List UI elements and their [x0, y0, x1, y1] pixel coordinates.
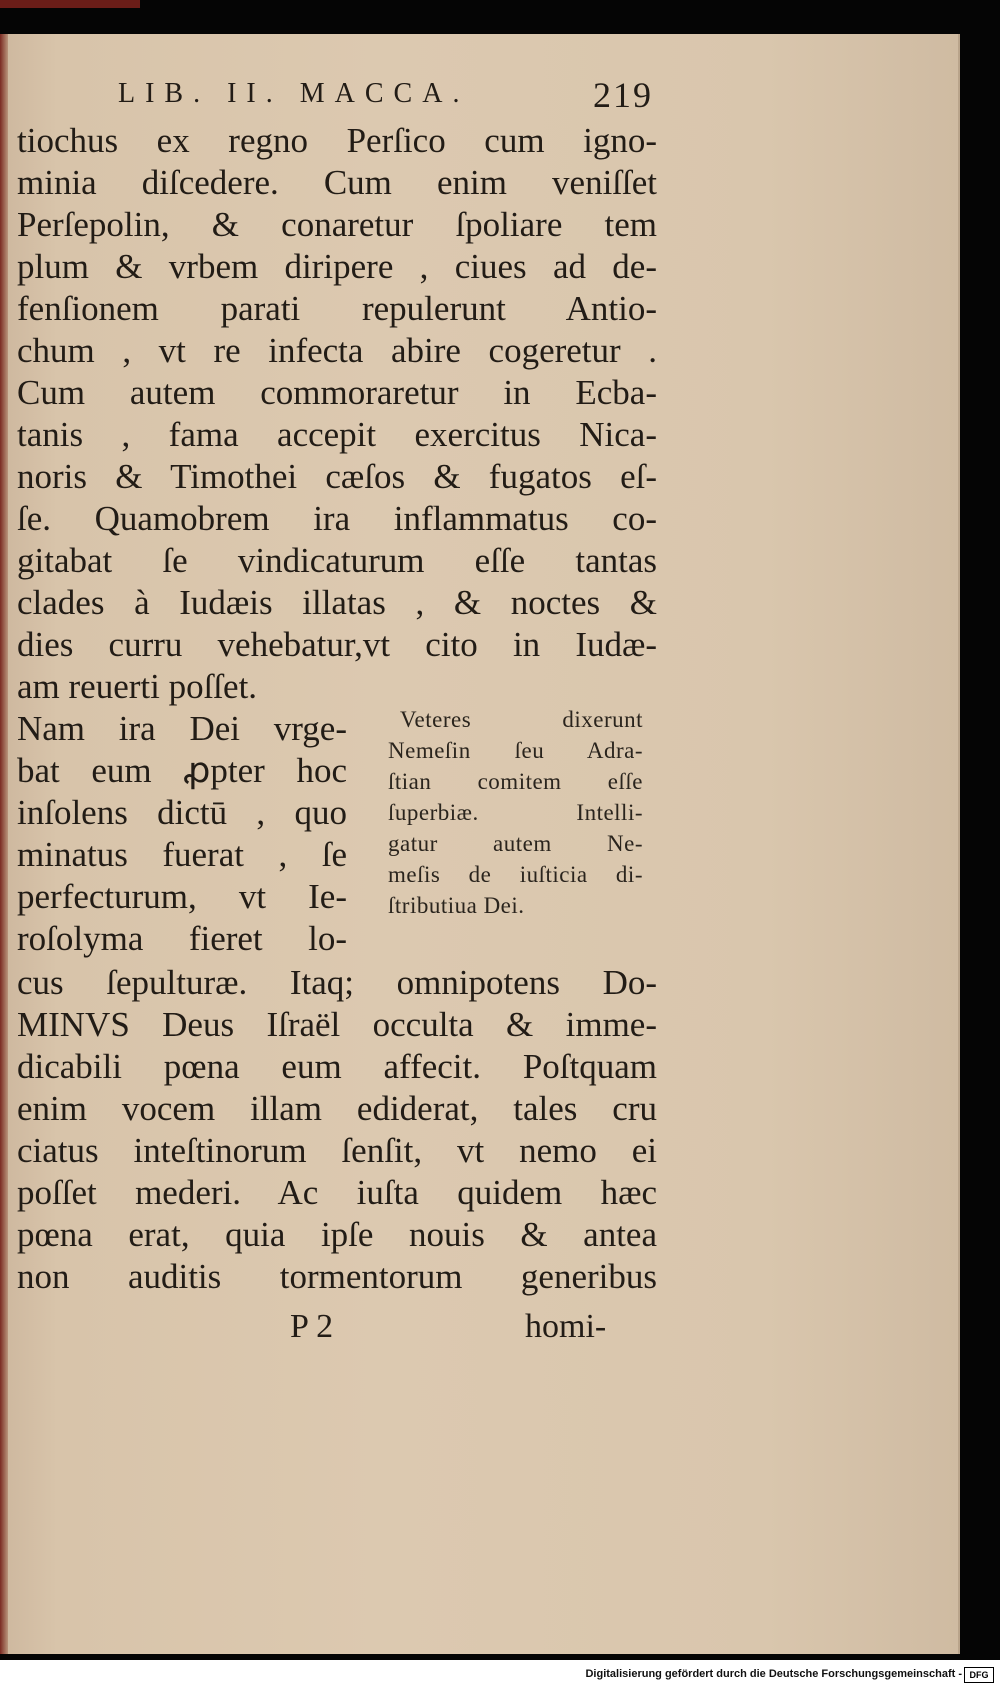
page-gutter-edge	[0, 34, 8, 1654]
text-line: MINVS Deus Iſraël occulta & imme-	[17, 1005, 657, 1044]
note-line: Nemeſin ſeu Adra-	[388, 738, 643, 763]
note-line: Veteres dixerunt	[400, 707, 643, 732]
text-line: roſolyma fieret lo-	[17, 919, 347, 958]
text-line: dies curru vehebatur,vt cito in Iudæ-	[17, 625, 657, 664]
text-line: tanis , fama accepit exercitus Nica-	[17, 415, 657, 454]
note-line: ſuperbiæ. Intelli-	[388, 800, 643, 825]
signature-mark: P 2	[290, 1308, 334, 1345]
text-line: inſolens dictū , quo	[17, 793, 347, 832]
text-line: Cum autem commoraretur in Ecba-	[17, 373, 657, 412]
text-line: ciatus inteſtinorum ſenſit, vt nemo ei	[17, 1131, 657, 1170]
text-line: ſe. Quamobrem ira inflammatus co-	[17, 499, 657, 538]
text-line: enim vocem illam ediderat, tales cru	[17, 1089, 657, 1128]
note-line: gatur autem Ne-	[388, 831, 643, 856]
footer-bar	[0, 1660, 1000, 1692]
note-line: ſtian comitem eſſe	[388, 769, 643, 794]
text-line: poſſet mederi. Ac iuſta quidem hæc	[17, 1173, 657, 1212]
text-line: gitabat ſe vindicaturum eſſe tantas	[17, 541, 657, 580]
text-line: plum & vrbem diripere , ciues ad de-	[17, 247, 657, 286]
dfg-logo: DFG	[964, 1667, 994, 1683]
note-line: meſis de iuſticia di-	[388, 862, 643, 887]
text-line: clades à Iudæis illatas , & noctes &	[17, 583, 657, 622]
text-line: am reuerti poſſet.	[17, 667, 258, 706]
text-line: noris & Timothei cæſos & fugatos eſ-	[17, 457, 657, 496]
running-head-title: LIB. II. MACCA.	[118, 78, 470, 109]
page-number: 219	[593, 75, 653, 115]
footer-credit: Digitalisierung gefördert durch die Deutsche Forschungsgemeinschaft -	[585, 1668, 962, 1680]
text-line: non auditis tormentorum generibus	[17, 1257, 657, 1296]
catchword: homi-	[525, 1308, 607, 1345]
note-line: ſtributiua Dei.	[388, 893, 525, 918]
text-line: chum , vt re infecta abire cogeretur .	[17, 331, 657, 370]
text-line: Nam ira Dei vrge-	[17, 709, 347, 748]
text-line: dicabili pœna eum affecit. Poſtquam	[17, 1047, 657, 1086]
text-line: minia diſcedere. Cum enim veniſſet	[17, 163, 657, 202]
text-line: pœna erat, quia ipſe nouis & antea	[17, 1215, 657, 1254]
running-head	[118, 75, 653, 115]
text-line: Perſepolin, & conaretur ſpoliare tem	[17, 205, 657, 244]
text-line: minatus fuerat , ſe	[17, 835, 347, 874]
text-line: perfecturum, vt Ie-	[17, 877, 347, 916]
text-line: fenſionem parati repulerunt Antio-	[17, 289, 657, 328]
text-line: tiochus ex regno Perſico cum igno-	[17, 121, 657, 160]
binding-edge	[0, 0, 140, 8]
text-line: bat eum ꝓpter hoc	[17, 751, 347, 790]
text-line: cus ſepulturæ. Itaq; omnipotens Do-	[17, 963, 657, 1002]
